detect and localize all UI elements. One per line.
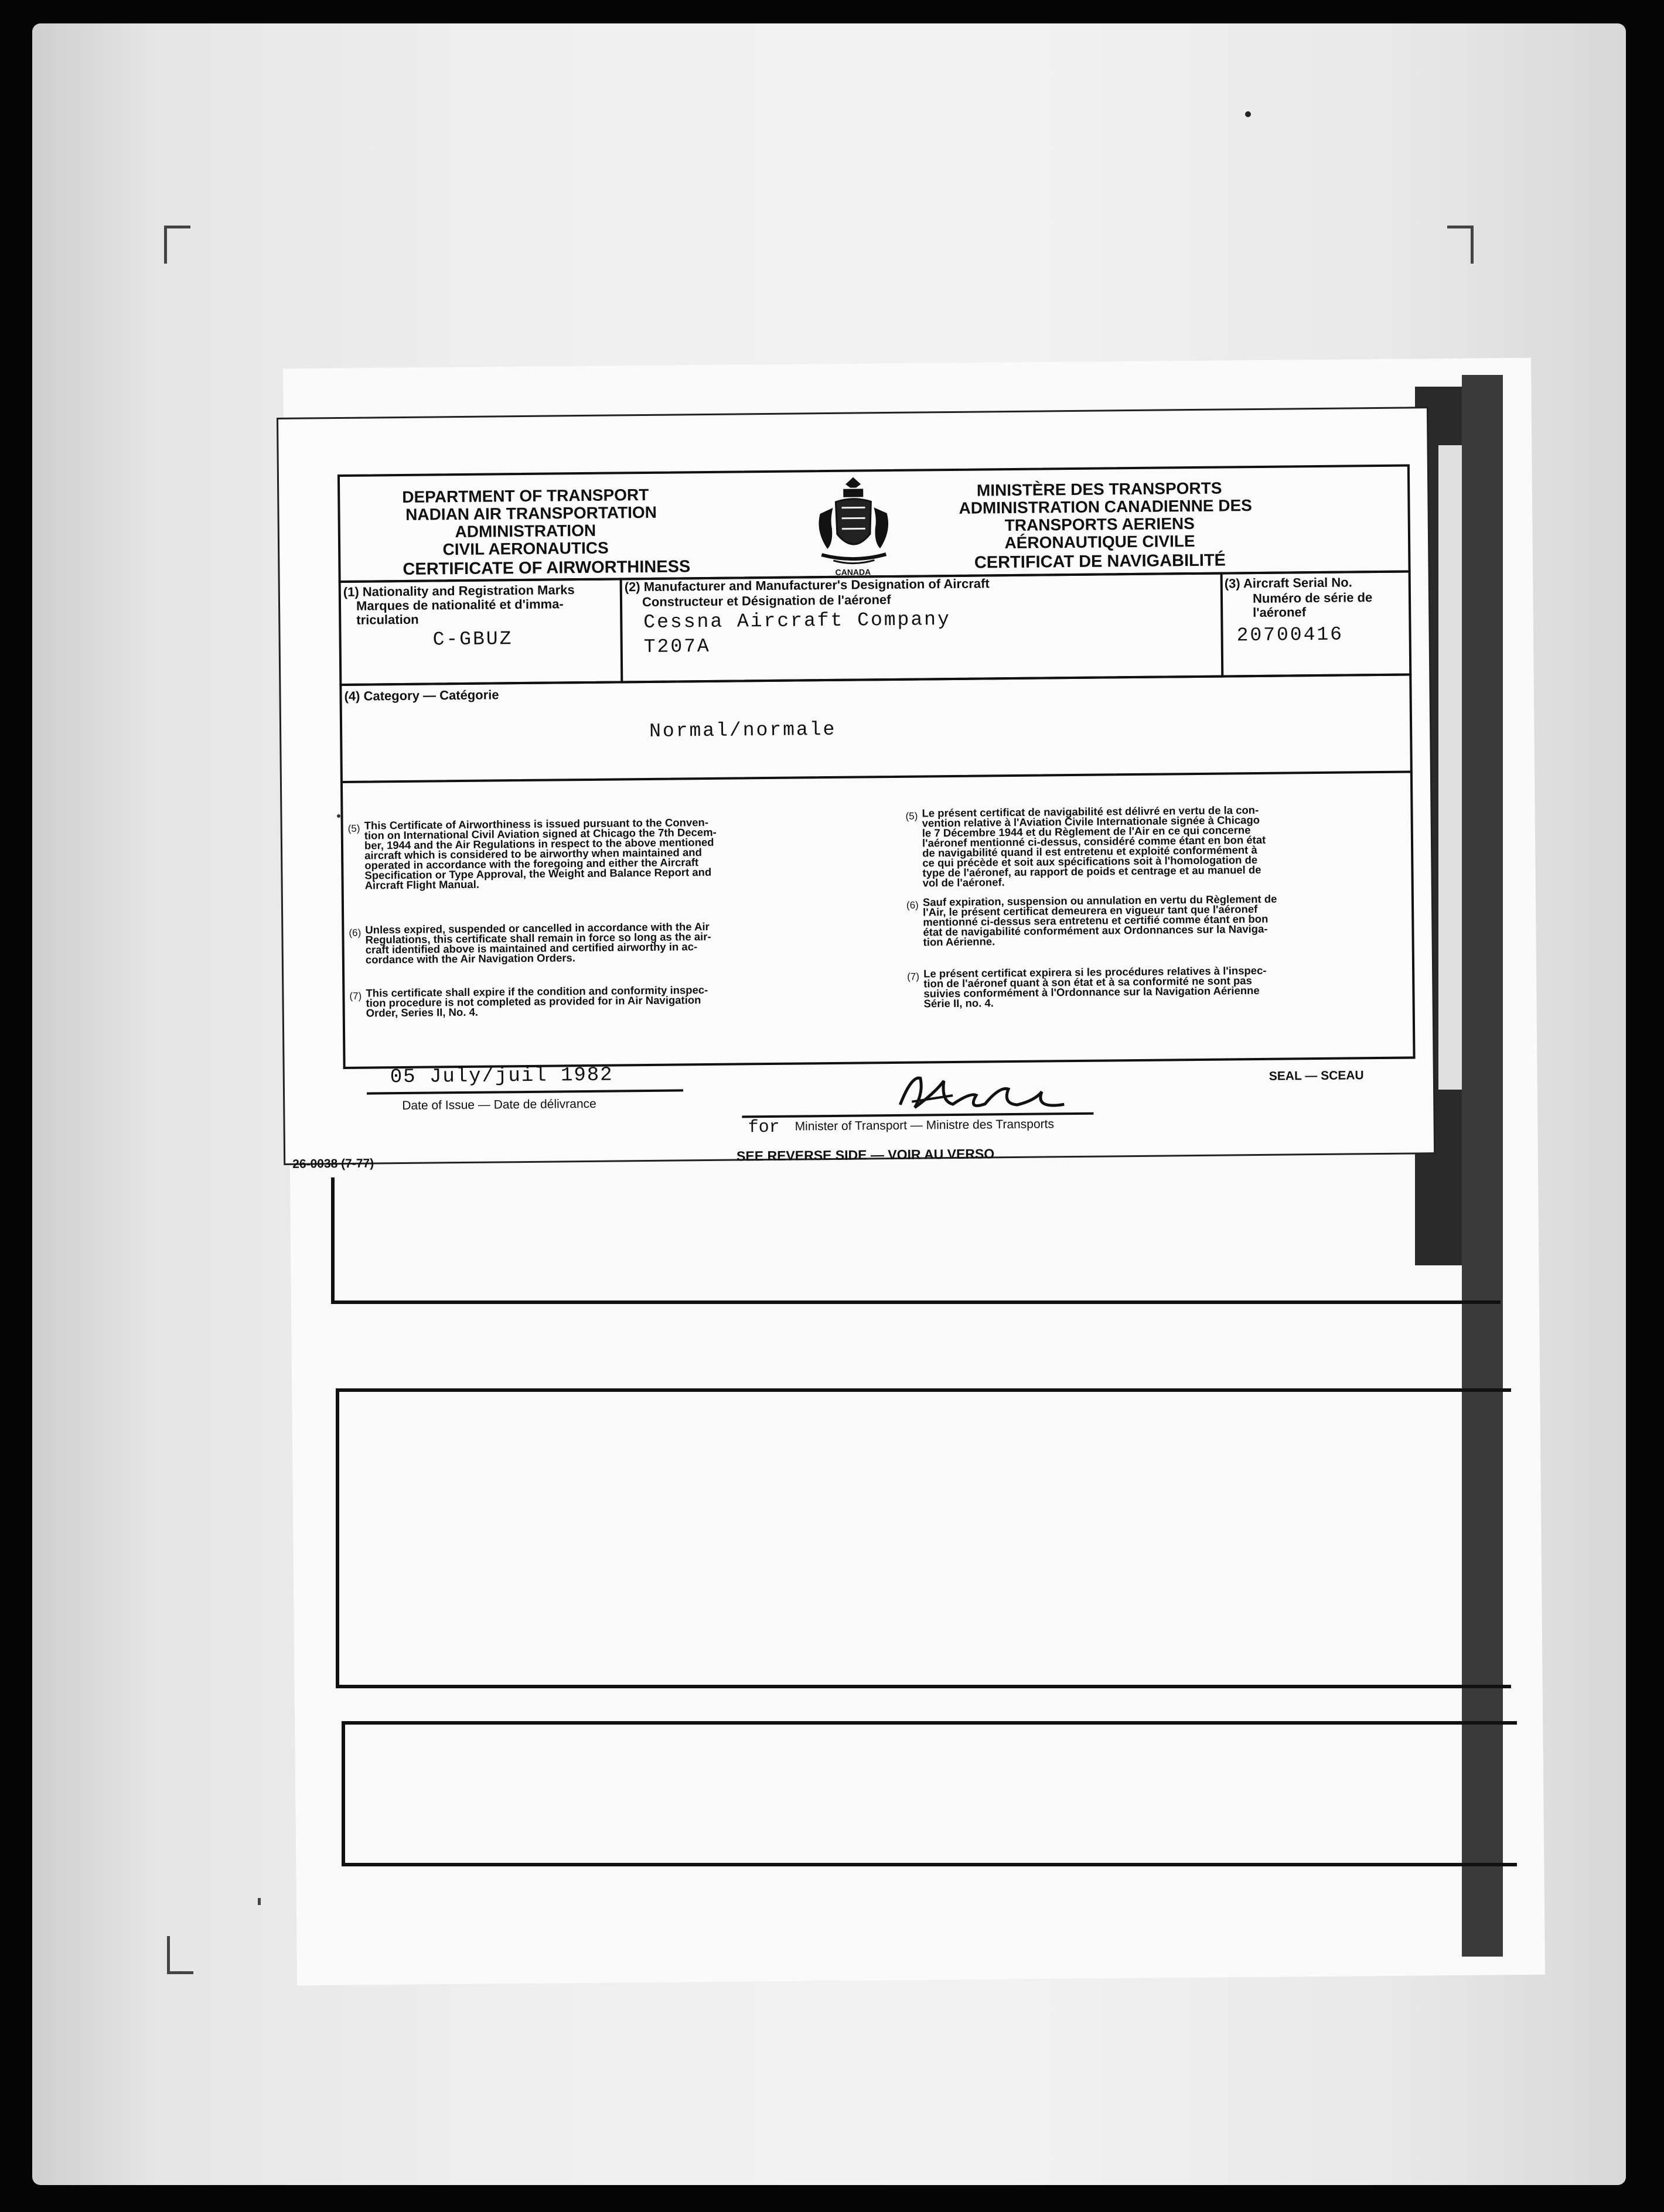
header-right-line-2: ADMINISTRATION CANADIENNE DES <box>959 496 1253 517</box>
clause-en-7: This certificate shall expire if the condition and conformity inspec- tion procedure is not completed as provided for in Air Navigation Order, Series II, No. 4. <box>366 984 708 1019</box>
dust-speck <box>1245 111 1251 117</box>
header-right-line-3: TRANSPORTS AERIENS <box>1004 514 1195 535</box>
issue-date-label: Date of Issue — Date de délivrance <box>402 1097 596 1113</box>
issue-date-line <box>367 1089 683 1094</box>
clause-en-6: Unless expired, suspended or cancelled in accordance with the Air Regulations, this certificate shall remain in force so long as the air- craft identified above is maintained and certified airworthy in ac- cordance with the Air Navigation Orders. <box>365 920 711 966</box>
minister-label: Minister of Transport — Ministre des Transports <box>795 1117 1055 1134</box>
crop-mark-bottom-left <box>167 1936 193 1974</box>
field-1-label-fr-2: triculation <box>356 612 419 627</box>
clause-en-7-number: (7) <box>349 990 362 1002</box>
dust-speck <box>258 1898 261 1905</box>
clause-fr-5: Le présent certificat de navigabilité est délivré en vertu de la con- vention relative à l'Aviation Civile Internationale signée à Chicago le 7 Décembre 1944 et du Règlement de l'Air en ce qui concerne l'aéronef mentionné ci-dessus, considéré comme étant en bon état de navigabilité quand il est entretenu et exploité conformément à ce qui précède et soit aux spécifications soit à l'homologation de type de l'aéronef, au rapport de poids et centrage et au manuel de vol de l'aéronef. <box>922 803 1266 889</box>
manufacturer-name: Cessna Aircraft Company <box>643 608 951 634</box>
crop-mark-top-right <box>1447 226 1474 264</box>
field-3-label-fr-2: l'aéronef <box>1253 605 1307 620</box>
header-left-line-3: ADMINISTRATION <box>455 521 596 541</box>
clause-en-5: This Certificate of Airworthiness is issued pursuant to the Conven- tion on International Civil Aviation signed at Chicago the 7th Decem- ber, 1944 and the Air Regulations in respect to the above mentioned aircraft which is considered to be airworthy when maintained and operated in accordance with the foregoing and either the Aircraft Specification or Type Approval, the Weight and Balance Report and Aircraft Flight Manual. <box>364 815 717 892</box>
issue-date: 05 July/juil 1982 <box>390 1064 613 1089</box>
crest-caption: CANADA <box>835 567 871 577</box>
category-value: Normal/normale <box>649 718 837 742</box>
side-page <box>1438 445 1462 1090</box>
header-left-title: CERTIFICATE OF AIRWORTHINESS <box>403 557 691 579</box>
clause-fr-5-number: (5) <box>905 810 918 822</box>
field-3-label-fr: Numéro de série de <box>1252 590 1373 606</box>
clause-fr-6-number: (6) <box>906 899 919 911</box>
dust-speck <box>337 814 340 818</box>
field-2-label-fr: Constructeur et Désignation de l'aéronef <box>642 592 891 610</box>
clause-fr-7: Le présent certificat expirera si les procédures relatives à l'inspec- tion de l'aéronef quant à son état et à sa conformité ne sont pas suivies conformément à l'Ordonnance sur la Navigation Aérienne Série II, no. 4. <box>923 964 1267 1010</box>
form-number: 26-0038 (7-77) <box>292 1156 374 1171</box>
field-1-label-fr: Marques de nationalité et d'imma- <box>356 596 564 613</box>
field-4-label: (4) Category — Catégorie <box>344 687 499 704</box>
page-edge-shadow <box>1462 375 1503 1957</box>
field-2-label: (2) Manufacturer and Manufacturer's Designation of Aircraft <box>624 576 990 595</box>
header-right-line-1: MINISTÈRE DES TRANSPORTS <box>976 479 1222 500</box>
header-right-line-4: AÉRONAUTIQUE CIVILE <box>1004 531 1195 552</box>
crop-mark-top-left <box>164 226 190 264</box>
seal-label: SEAL — SCEAU <box>1269 1069 1364 1083</box>
for-label: for <box>748 1117 780 1138</box>
aircraft-serial-number: 20700416 <box>1236 623 1344 647</box>
form-box <box>331 1177 1501 1304</box>
clause-en-5-number: (5) <box>347 822 360 834</box>
clause-en-6-number: (6) <box>349 927 362 938</box>
category-box <box>339 673 1413 783</box>
header-left-line-4: CIVIL AERONAUTICS <box>442 538 609 559</box>
header-left-line-2: NADIAN AIR TRANSPORTATION <box>405 503 657 524</box>
header-left-line-1: DEPARTMENT OF TRANSPORT <box>402 485 649 506</box>
field-1-label: (1) Nationality and Registration Marks <box>343 582 575 599</box>
see-reverse-side: SEE REVERSE SIDE — VOIR AU VERSO <box>736 1146 995 1164</box>
form-box <box>336 1388 1511 1688</box>
field-3-label: (3) Aircraft Serial No. <box>1224 575 1352 591</box>
form-box <box>342 1721 1517 1866</box>
aircraft-designation: T207A <box>643 635 711 658</box>
certificate-of-airworthiness <box>278 408 1434 1171</box>
registration-marks: C-GBUZ <box>432 628 513 651</box>
scanned-photograph <box>32 23 1626 2185</box>
header-right-title: CERTIFICAT DE NAVIGABILITÉ <box>974 551 1226 572</box>
clause-fr-6: Sauf expiration, suspension ou annulation en vertu du Règlement de l'Air, le présent certificat demeurera en vigueur tant que l'aéronef mentionné ci-dessus sera entretenu et certifié comme étant en bon état de navigabilité conformément aux Ordonnances sur la Naviga- tion Aérienne. <box>922 892 1277 948</box>
clause-fr-7-number: (7) <box>907 971 920 982</box>
canada-coat-of-arms-icon <box>809 472 898 575</box>
